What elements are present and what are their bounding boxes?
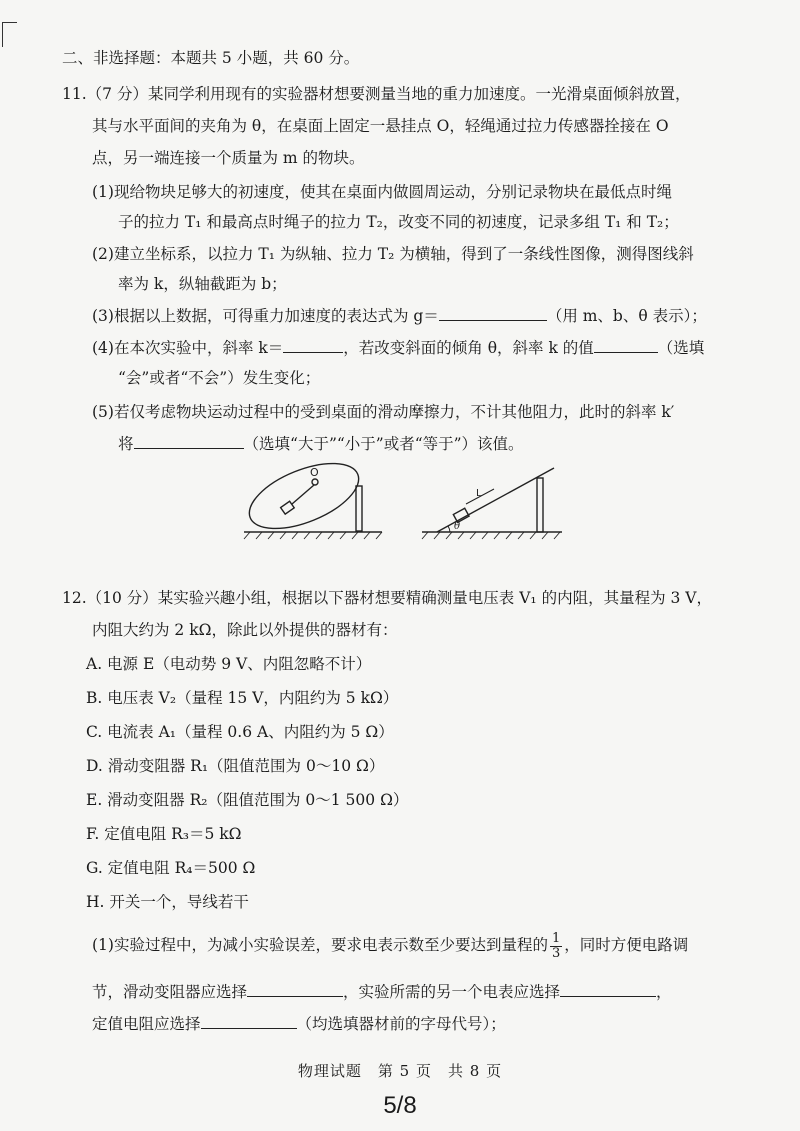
- q12-part1-line-3: [92, 1014, 506, 1034]
- q11-part2-line-1: (2)建立坐标系，以拉力 T₁ 为纵轴、拉力 T₂ 为横轴，得到了一条线性图像，测得图线斜: [92, 245, 694, 263]
- q12-rheostat-answer-blank[interactable]: [247, 982, 343, 997]
- q12-part1-line3-suffix: （均选填器材前的字母代号）；: [296, 1015, 506, 1033]
- page-number: 5/8: [383, 1092, 417, 1119]
- q11-part4: [92, 338, 704, 358]
- q12-part1-line2-suffix: ，: [656, 983, 672, 1001]
- q12-stem-line-2: 内阻大约为 2 kΩ，除此以外提供的器材有：: [92, 621, 398, 639]
- q11-part3-suffix: （用 m、b、θ 表示）；: [546, 307, 707, 325]
- q12-stem-line-1: 12.（10 分）某实验兴趣小组，根据以下器材想要精确测量电压表 V₁ 的内阻，其量程为 3 V，: [62, 589, 712, 607]
- q12-option-e: E. 滑动变阻器 R₂（阻值范围为 0～1 500 Ω）: [86, 791, 409, 809]
- fraction-one-third: [550, 932, 562, 961]
- q11-part2-line-2: 率为 k，纵轴截距为 b；: [118, 275, 287, 293]
- rope-line: [292, 485, 314, 504]
- q11-part4-middle: ，若改变斜面的倾角 θ，斜率 k 的值: [343, 339, 594, 357]
- ground-hatch-left: [244, 532, 382, 539]
- incline-support-post: [537, 478, 543, 532]
- q11-part1-line-1: (1)现给物块足够大的初速度，使其在桌面内做圆周运动，分别记录物块在最低点时绳: [92, 183, 672, 201]
- q11-part4-line-2: “会”或者“不会”）发生变化；: [118, 369, 321, 387]
- q12-option-g: G. 定值电阻 R₄＝500 Ω: [86, 859, 256, 877]
- q11-part5-line-1: (5)若仅考虑物块运动过程中的受到桌面的滑动摩擦力，不计其他阻力，此时的斜率 k′: [92, 403, 675, 421]
- q12-part1-prefix: (1)实验过程中，为减小实验误差，要求电表示数至少要达到量程的: [92, 936, 548, 954]
- q12-part1-suffix: ，同时方便电路调: [564, 936, 689, 954]
- q11-part3-answer-blank[interactable]: [439, 306, 547, 321]
- q12-part1-line2-middle: ，实验所需的另一个电表应选择: [343, 983, 561, 1001]
- table-support-post: [356, 486, 362, 531]
- q12-option-h: H. 开关一个，导线若干: [86, 893, 249, 911]
- scan-corner-mark: [2, 22, 17, 47]
- angle-arc-theta: [448, 526, 450, 532]
- q11-part3-prefix: (3)根据以上数据，可得重力加速度的表达式为 g＝: [92, 307, 439, 325]
- fraction-denominator: 3: [551, 945, 561, 961]
- q11-stem-line-3: 点，另一端连接一个质量为 m 的物块。: [92, 149, 365, 167]
- q12-option-c: C. 电流表 A₁（量程 0.6 A、内阻约为 5 Ω）: [86, 723, 394, 741]
- q12-option-f: F. 定值电阻 R₃＝5 kΩ: [86, 825, 242, 843]
- q11-part3: [92, 306, 707, 326]
- pivot-point-o: [312, 479, 318, 485]
- q12-option-a: A. 电源 E（电动势 9 V、内阻忽略不计）: [86, 655, 372, 673]
- q11-stem-line-1: 11.（7 分）某同学利用现有的实验器材想要测量当地的重力加速度。一光滑桌面倾斜放置，: [62, 85, 691, 103]
- q11-part1-line-2: 子的拉力 T₁ 和最高点时绳子的拉力 T₂，改变不同的初速度，记录多组 T₁ 和 T₂；: [118, 213, 679, 231]
- q12-part1-line3-prefix: 定值电阻应选择: [92, 1015, 201, 1033]
- page-footer: 物理试题 第 5 页 共 8 页: [297, 1062, 503, 1080]
- q12-meter-answer-blank[interactable]: [560, 982, 656, 997]
- q11-stem-line-2: 其与水平面间的夹角为 θ，在桌面上固定一悬挂点 O，轻绳通过拉力传感器拴接在 O: [92, 117, 669, 135]
- q11-part5-line-2: [118, 434, 524, 454]
- q12-option-b: B. 电压表 V₂（量程 15 V，内阻约为 5 kΩ）: [86, 689, 399, 707]
- side-view-diagram: [422, 468, 562, 539]
- tilted-table-ellipse: [240, 462, 367, 542]
- q12-part1-line-1: [92, 930, 688, 961]
- q11-part5-answer-blank[interactable]: [134, 434, 244, 449]
- ground-hatch-right: [422, 532, 560, 539]
- q12-resistor-answer-blank[interactable]: [201, 1014, 297, 1029]
- label-l: L: [476, 488, 482, 499]
- label-o: O: [310, 466, 319, 479]
- q12-part1-line2-prefix: 节，滑动变阻器应选择: [92, 983, 248, 1001]
- q11-part4-prefix: (4)在本次实验中，斜率 k＝: [92, 339, 284, 357]
- section-header: 二、非选择题：本题共 5 小题，共 60 分。: [62, 49, 360, 67]
- q12-option-d: D. 滑动变阻器 R₁（阻值范围为 0～10 Ω）: [86, 757, 385, 775]
- fraction-numerator: 1: [551, 930, 561, 946]
- q11-part5-suffix: （选填“大于”“小于”或者“等于”）该值。: [243, 435, 524, 453]
- q11-apparatus-figure: [232, 462, 572, 544]
- q12-part1-line-2: [92, 982, 672, 1002]
- q11-part4-suffix: （选填: [657, 339, 705, 357]
- q11-part5-prefix: 将: [118, 435, 134, 453]
- q11-part4-blank-k[interactable]: [283, 338, 343, 353]
- q11-part4-blank-change[interactable]: [594, 338, 658, 353]
- label-theta: θ: [454, 521, 461, 532]
